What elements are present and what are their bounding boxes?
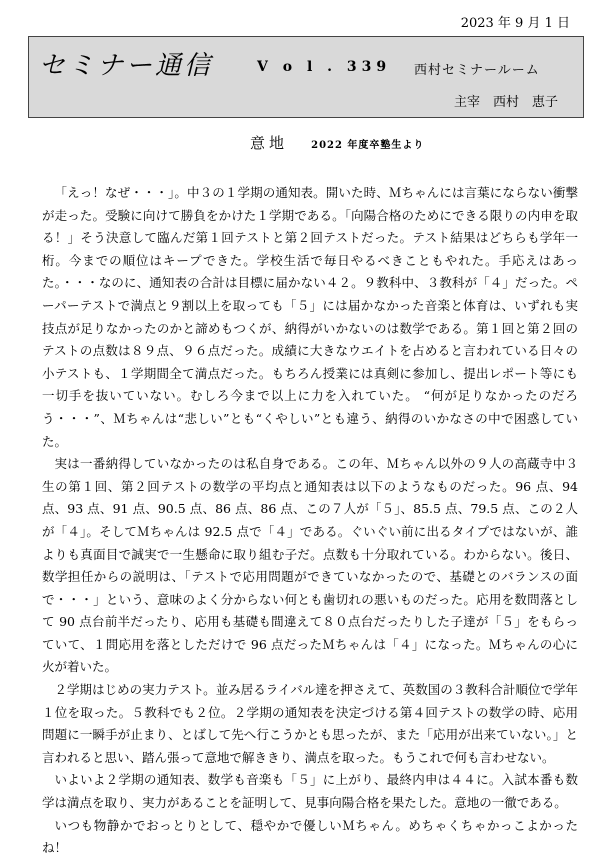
paragraph-1: 「えっ！なぜ・・・」。中３の１学期の通知表。開いた時、Ｍちゃんには言葉にならない衝撃が走った。受験に向けて勝負をかけた１学期である。「向陽合格のためにできる限りの内申を取る！」そう決意して臨んだ第１回テストと第２回テストだった。テスト結果はどちらも学年一桁。今までの順位はキープできた。学校生活で毎日やるべきこともやれた。手応えはあった。・・・なのに、通知表の合計は目標に届かない４２。９教科中、３教科が「４」だった。ペーパーテストで満点と９割以上を取っても「５」には届かなかった音楽と体育は、いずれも実技点が足りなかったのかと諦めもつくが、納得がいかないのは数学である。第１回と第２回のテストの点数は８９点、９６点だった。成績に大きなウエイトを占めると言われている日々の小テストも、１学期間全て満点だった。もちろん授業には真剣に参加し、提出レポート等にも一切手を抜いていない。むしろ今まで以上に力を入れていた。 “何が足りなかったのだろう・・・”、Ｍちゃんは“悲しい”とも“くやしい”とも違う、納得のいかなさの中で困惑していた。 [42, 185, 578, 449]
newsletter-banner [28, 36, 584, 118]
author-line: 主宰 西村 恵子 [454, 95, 559, 110]
paragraph-3: ２学期はじめの実力テスト。並み居るライバル達を押さえて、英数国の３教科合計順位で学年１位を取った。５教科でも２位。２学期の通知表を決定づける第４回テストの数学の時、応用問題に一瞬手が止まり、とばして先へ行こうかとも思ったが、また「応用が出来ていない。」と言われると思い、踏ん張って意地で解ききり、満点を取った。もうこれで何も言わせない。 [42, 682, 578, 765]
paragraph-2: 実は一番納得していなかったのは私自身である。この年、Ｍちゃん以外の９人の高蔵寺中３生の第１回、第２回テストの数学の平均点と通知表は以下のようなものだった。96 点、94 点、93 点、91 点、90.5 点、86 点、86 点、この７人が「５」、85.5 点、79.5 点、この２人が「４」。そしてＭちゃんは 92.5 点で「４」である。ぐいぐい前に出るタイプではないが、誰よりも真面目で誠実で一生懸命に取り組む子だ。点数も十分取れている。わからない。後日、数学担任からの説明は、「テストで応用問題ができていなかったので、基礎とのバランスの面で・・・」という、意味のよく分からない何とも歯切れの悪いものだった。応用を数問落として 90 点台前半だったり、応用も基礎も間違えて８０点台だったりした子達が「５」をもらっていて、１問応用を落としただけで 96 点だったＭちゃんは「４」になった。Ｍちゃんの心に火が着いた。 [42, 456, 578, 675]
article-body [42, 182, 578, 860]
article-subtitle: 2022 年度卒塾生より [311, 140, 425, 151]
newsletter-title: セミナー通信 [39, 51, 214, 81]
issue-date: 2023 年 9 月 1 日 [460, 16, 570, 31]
article-heading [250, 132, 424, 153]
paragraph-5: いつも物静かでおっとりとして、穏やかで優しいＭちゃん。めちゃくちゃかっこよかったね！ [42, 817, 578, 856]
volume-number: V o l . 339 [257, 59, 392, 75]
organization-name: 西村セミナールーム [414, 63, 540, 78]
article-title: 意地 [250, 134, 289, 152]
paragraph-4: いよいよ２学期の通知表、数学も音楽も「５」に上がり、最終内申は４４に。入試本番も数学は満点を取り、実力があることを証明して、見事向陽合格を果たした。意地の一徹である。 [42, 772, 578, 811]
